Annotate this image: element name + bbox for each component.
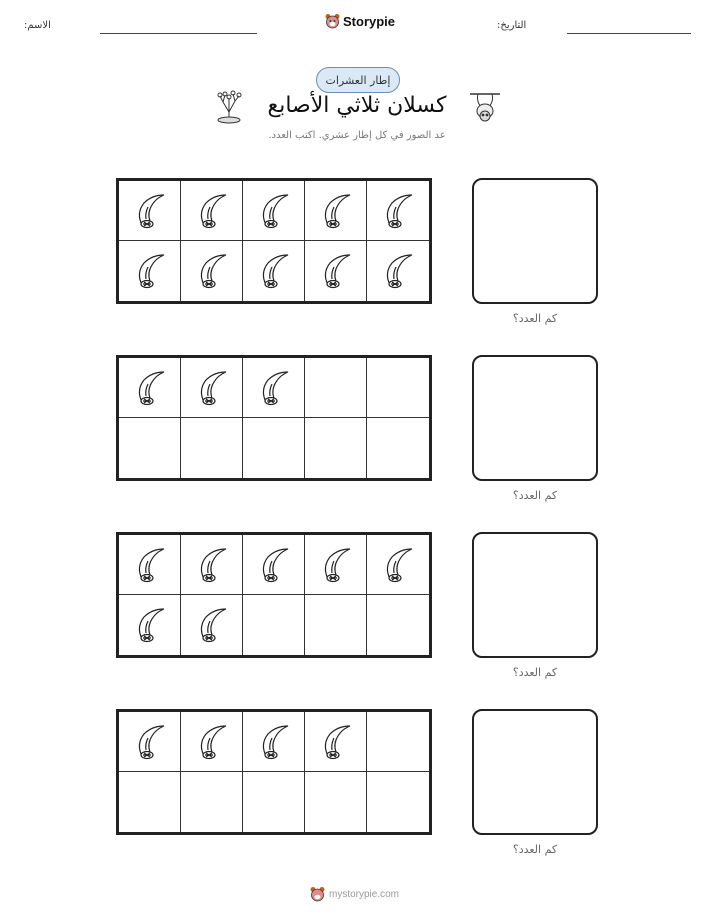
answer-question-label: كم العدد؟ [512,489,558,502]
ten-frame-cell [243,241,305,301]
footer [310,886,399,902]
ten-frame-cell [243,535,305,595]
sloth-claw-icon [380,251,416,291]
date-line [567,33,691,34]
worksheet-badge: إطار العشرات [316,67,400,93]
sloth-claw-icon [194,368,230,408]
ten-frame-cell [119,595,181,655]
ten-frame-cell [181,595,243,655]
sloth-claw-icon [318,191,354,231]
ten-frame-cell [119,181,181,241]
sloth-claw-icon [132,251,168,291]
ten-frame-cell [305,712,367,772]
sloth-claw-icon [132,722,168,762]
ten-frame-cell [119,418,181,478]
ten-frame-cell [305,418,367,478]
ten-frame-cell [181,772,243,832]
ten-frame-cell [367,772,429,832]
sloth-claw-icon [380,191,416,231]
ten-frame-cell [305,241,367,301]
ten-frame-cell [367,595,429,655]
answer-question-label: كم العدد؟ [512,666,558,679]
brand-name: Storypie [343,13,396,29]
sloth-claw-icon [256,368,292,408]
ten-frame-cell [305,772,367,832]
sloth-claw-icon [132,545,168,585]
ten-frame-cell [243,418,305,478]
ten-frame-cell [243,772,305,832]
worksheet-instructions: عد الصور في كل إطار عشري. اكتب العدد. [268,130,446,141]
sloth-claw-icon [194,251,230,291]
ten-frame-cell [181,181,243,241]
sloth-claw-icon [132,368,168,408]
ten-frame [116,355,432,481]
ten-frame-cell [119,358,181,418]
coral-icon [214,90,244,124]
ten-frame-cell [367,712,429,772]
brand-logo [325,13,395,29]
ten-frame-cell [367,358,429,418]
ten-frame-cell [305,595,367,655]
ten-frame-cell [305,358,367,418]
ten-frame-cell [119,535,181,595]
bear-logo-icon [325,13,340,29]
answer-box[interactable] [472,178,598,304]
ten-frame-cell [367,418,429,478]
sloth-claw-icon [256,545,292,585]
sloth-claw-icon [194,605,230,645]
sloth-claw-icon [256,251,292,291]
sloth-claw-icon [380,545,416,585]
ten-frame-cell [243,595,305,655]
sloth-claw-icon [194,545,230,585]
date-label: :التاريخ [497,20,527,31]
worksheet-title: كسلان ثلاثي الأصابع [267,93,447,118]
answer-question-label: كم العدد؟ [512,843,558,856]
sloth-icon [468,90,502,124]
ten-frame-cell [305,181,367,241]
footer-url: mystorypie.com [329,888,400,900]
ten-frame-cell [243,358,305,418]
sloth-claw-icon [318,545,354,585]
ten-frame-cell [181,358,243,418]
worksheet-header [0,0,714,50]
ten-frame-cell [367,241,429,301]
ten-frame [116,532,432,658]
name-line [100,33,257,34]
answer-box[interactable] [472,355,598,481]
ten-frame-cell [119,772,181,832]
ten-frame-cell [181,241,243,301]
sloth-claw-icon [318,251,354,291]
ten-frame-cell [119,241,181,301]
sloth-claw-icon [318,722,354,762]
ten-frame-cell [243,712,305,772]
ten-frame-cell [181,535,243,595]
ten-frame-cell [243,181,305,241]
answer-box[interactable] [472,709,598,835]
ten-frame-cell [367,181,429,241]
ten-frame-cell [181,712,243,772]
ten-frame-cell [181,418,243,478]
bear-logo-icon [310,886,325,902]
sloth-claw-icon [132,605,168,645]
answer-box[interactable] [472,532,598,658]
sloth-claw-icon [194,191,230,231]
ten-frame-cell [119,712,181,772]
answer-question-label: كم العدد؟ [512,312,558,325]
ten-frame-cell [367,535,429,595]
ten-frame-cell [305,535,367,595]
ten-frame [116,709,432,835]
sloth-claw-icon [132,191,168,231]
sloth-claw-icon [194,722,230,762]
name-label: :الاسم [24,20,51,31]
sloth-claw-icon [256,722,292,762]
ten-frame [116,178,432,304]
sloth-claw-icon [256,191,292,231]
